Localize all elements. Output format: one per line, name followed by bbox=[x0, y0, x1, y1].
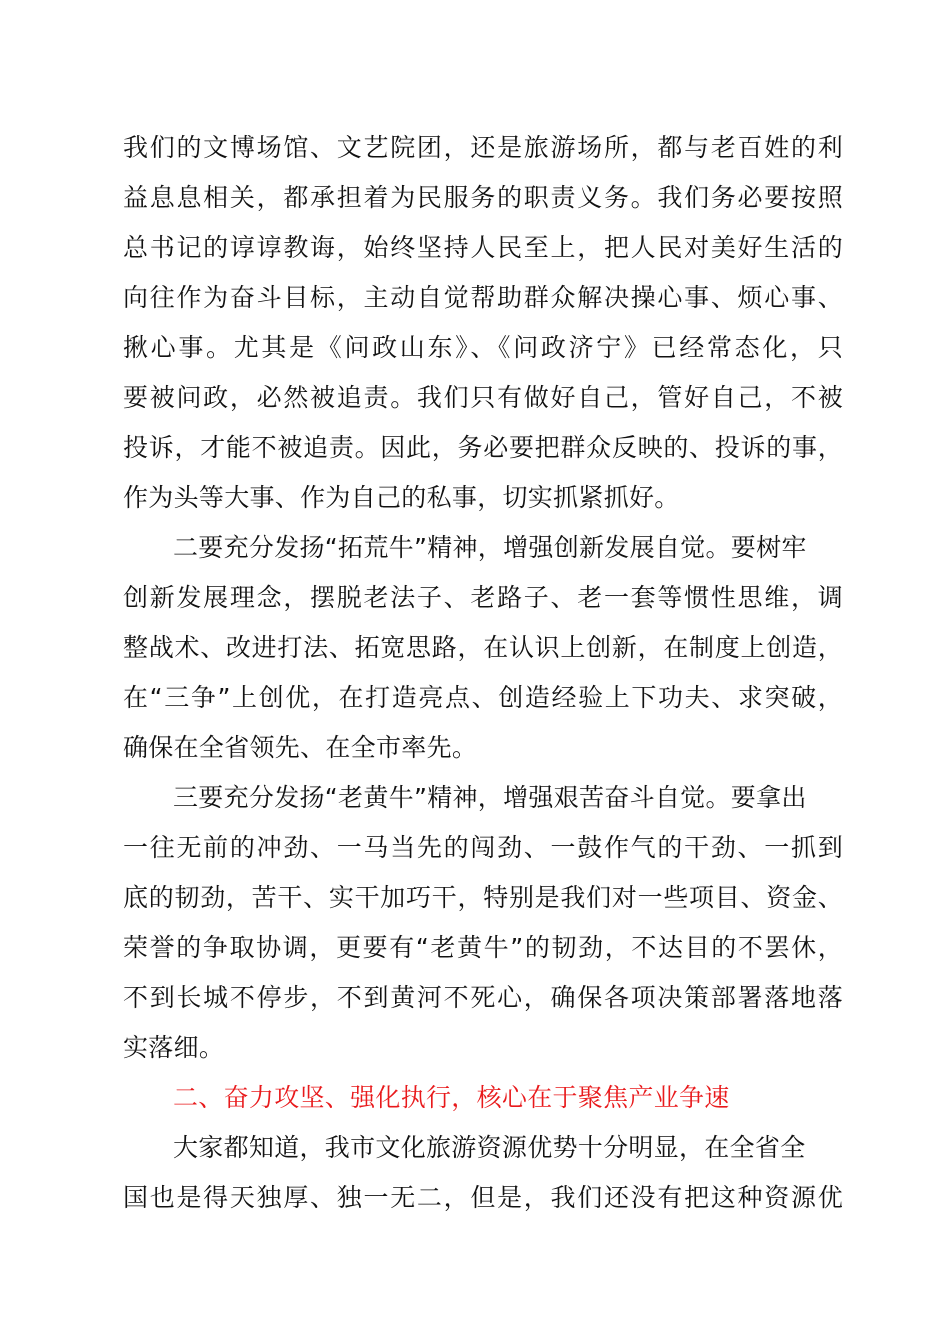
paragraph-first-line: 三要充分发扬“老黄牛”精神，增强艰苦奋斗自觉。要拿出 bbox=[173, 783, 807, 812]
text-line: 我们的文博场馆、文艺院团，还是旅游场所，都与老百姓的利 bbox=[123, 133, 843, 162]
text-line: 作为头等大事、作为自己的私事，切实抓紧抓好。 bbox=[123, 483, 680, 512]
text-line: 整战术、改进打法、拓宽思路，在认识上创新，在制度上创造， bbox=[123, 633, 843, 662]
text-line: 揪心事。尤其是《问政山东》、《问政济宁》已经常态化，只 bbox=[123, 333, 843, 362]
text-line: 向往作为奋斗目标，主动自觉帮助群众解决操心事、烦心事、 bbox=[123, 283, 843, 312]
paragraph-first-line: 大家都知道，我市文化旅游资源优势十分明显，在全省全 bbox=[173, 1133, 806, 1162]
text-line: 要被问政，必然被追责。我们只有做好自己，管好自己，不被 bbox=[123, 383, 843, 412]
text-line: 益息息相关，都承担着为民服务的职责义务。我们务必要按照 bbox=[123, 183, 843, 212]
text-line: 国也是得天独厚、独一无二，但是，我们还没有把这种资源优 bbox=[123, 1183, 843, 1212]
text-line: 实落细。 bbox=[123, 1033, 225, 1062]
text-line: 总书记的谆谆教诲，始终坚持人民至上，把人民对美好生活的 bbox=[123, 233, 843, 262]
section-heading: 二、奋力攻坚、强化执行，核心在于聚焦产业争速 bbox=[173, 1083, 730, 1112]
text-line: 在“三争”上创优，在打造亮点、创造经验上下功夫、求突破， bbox=[123, 683, 843, 712]
text-line: 一往无前的冲劲、一马当先的闯劲、一鼓作气的干劲、一抓到 bbox=[123, 833, 843, 862]
text-line: 确保在全省领先、在全市率先。 bbox=[123, 733, 478, 762]
text-line: 创新发展理念，摆脱老法子、老路子、老一套等惯性思维，调 bbox=[123, 583, 843, 612]
text-line: 不到长城不停步，不到黄河不死心，确保各项决策部署落地落 bbox=[123, 983, 843, 1012]
text-line: 底的韧劲，苦干、实干加巧干，特别是我们对一些项目、资金、 bbox=[123, 883, 843, 912]
text-line: 投诉，才能不被追责。因此，务必要把群众反映的、投诉的事， bbox=[123, 433, 843, 462]
text-line: 荣誉的争取协调，更要有“老黄牛”的韧劲，不达目的不罢休， bbox=[123, 933, 843, 962]
paragraph-first-line: 二要充分发扬“拓荒牛”精神，增强创新发展自觉。要树牢 bbox=[173, 533, 807, 562]
